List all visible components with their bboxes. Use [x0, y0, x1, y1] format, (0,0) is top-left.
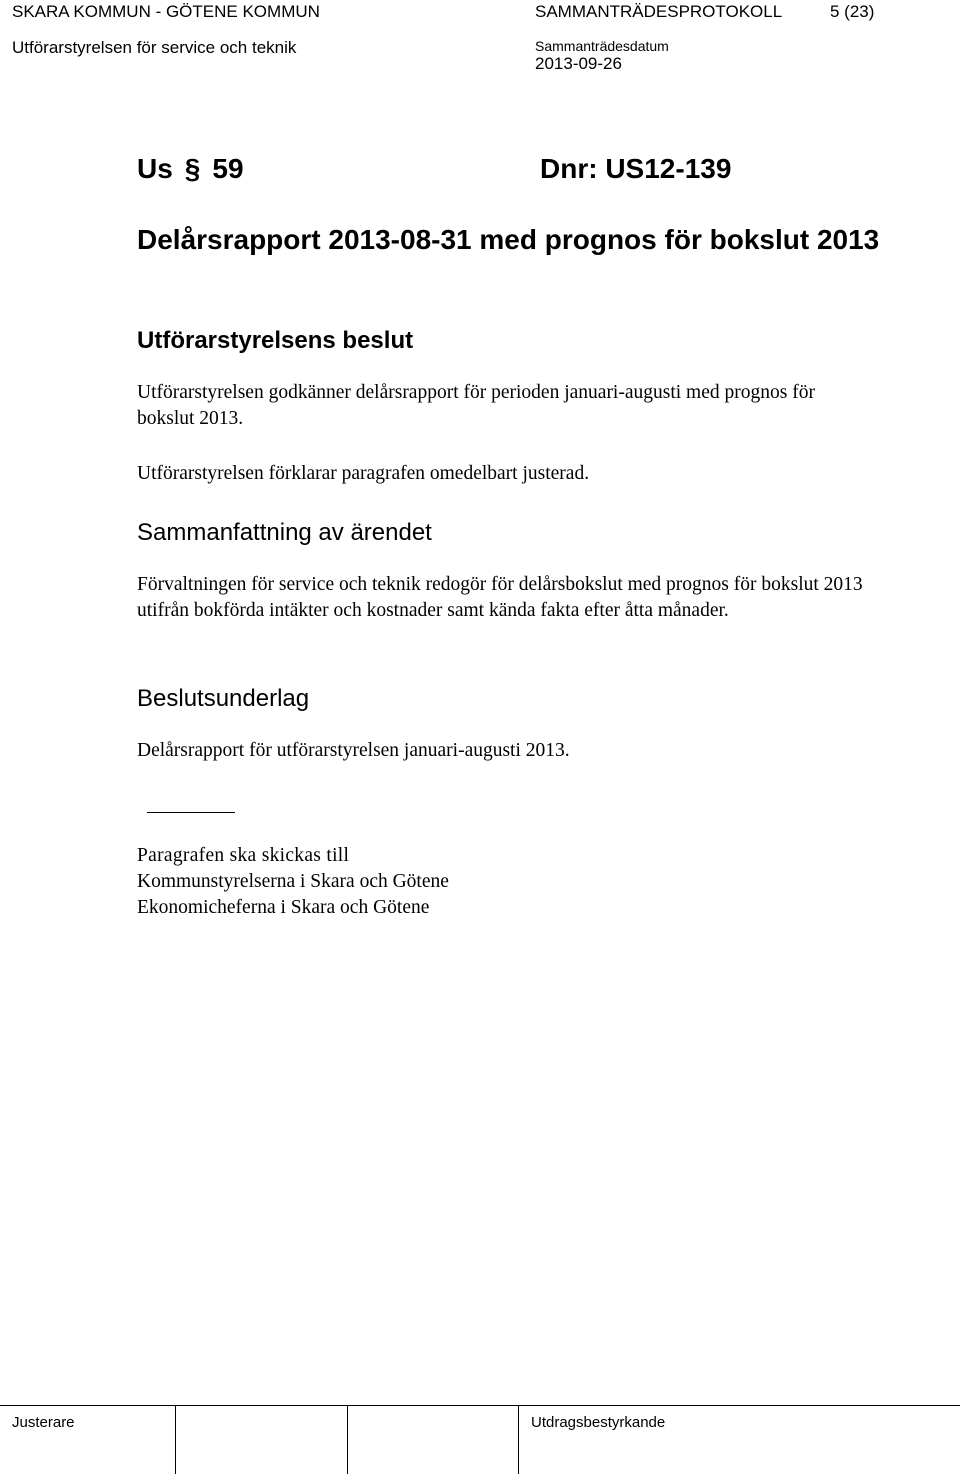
page-number: 5 (23) [830, 2, 875, 21]
extract-cell [518, 1406, 960, 1474]
justerare-label: Justerare [12, 1414, 75, 1431]
basis-text: Delårsrapport för utförarstyrelsen januari-augusti 2013. [137, 740, 570, 761]
board-name: Utförarstyrelsen för service och teknik [12, 38, 297, 57]
summary-text: Förvaltningen för service och teknik redogör för delårsbokslut med prognos för bokslut 2013 utifrån bokförda intäkter och kostnader samt kända fakta efter åtta månader. [137, 574, 863, 621]
protocol-title: SAMMANTRÄDESPROTOKOLL [535, 2, 783, 21]
summary-heading: Sammanfattning av ärendet [137, 519, 432, 546]
justerare-cell [0, 1406, 175, 1474]
dnr-number: Dnr: US12-139 [540, 153, 732, 184]
municipality-name: SKARA KOMMUN - GÖTENE KOMMUN [12, 2, 320, 21]
paragraph-id [137, 153, 244, 185]
signature-footer [0, 1405, 960, 1473]
decision-text-2: Utförarstyrelsen förklarar paragrafen omedelbart justerad. [137, 463, 590, 484]
basis-heading: Beslutsunderlag [137, 685, 310, 712]
decision-heading: Utförarstyrelsens beslut [137, 327, 414, 354]
distribution-recipient: Kommunstyrelserna i Skara och Götene [137, 871, 449, 892]
separator-line [147, 812, 235, 813]
meeting-date: 2013-09-26 [535, 54, 622, 73]
distribution-heading: Paragrafen ska skickas till [137, 845, 350, 866]
case-title: Delårsrapport 2013-08-31 med prognos för bokslut 2013 [137, 224, 880, 255]
us-prefix: Us [137, 153, 173, 184]
distribution-recipient: Ekonomicheferna i Skara och Götene [137, 897, 430, 918]
decision-text-1: Utförarstyrelsen godkänner delårsrapport för perioden januari-augusti med prognos för bokslut 2013. [137, 382, 815, 429]
meeting-date-label: Sammanträdesdatum [535, 38, 669, 54]
signature-cell [175, 1406, 347, 1474]
section-symbol: § [184, 153, 201, 184]
signature-cell [347, 1406, 518, 1474]
us-number: 59 [212, 153, 244, 184]
extract-label: Utdragsbestyrkande [531, 1414, 666, 1431]
